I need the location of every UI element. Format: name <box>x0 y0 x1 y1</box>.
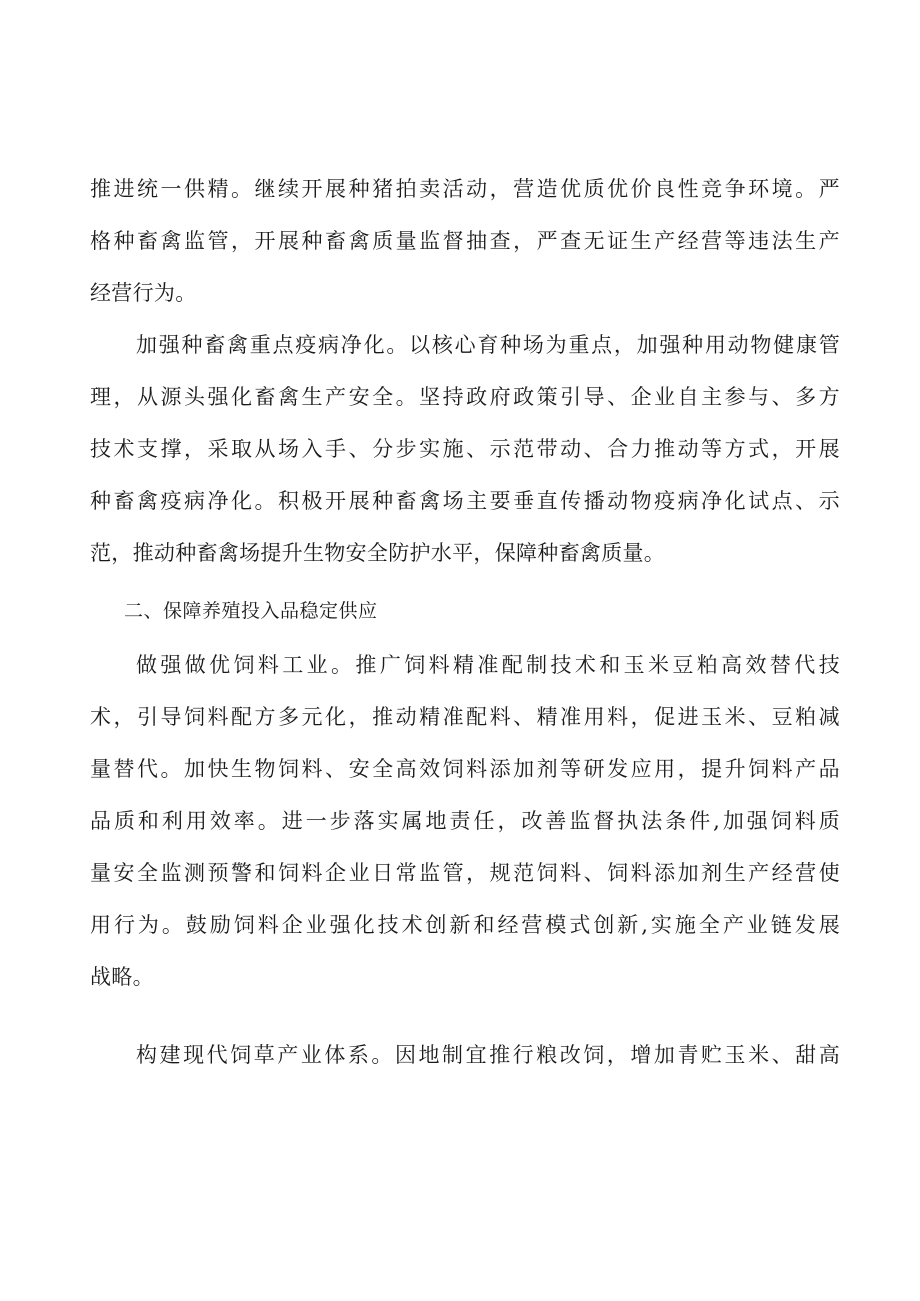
paragraph-1-line-1: 推进统一供精。继续开展种猪拍卖活动，营造优质优价良性竞争环境。严 <box>90 177 840 201</box>
paragraph-3-line-1: 做强做优饲料工业。推广饲料精准配制技术和玉米豆粕高效替代技 <box>136 653 840 677</box>
paragraph-3-line-5: 量安全监测预警和饲料企业日常监管，规范饲料、饲料添加剂生产经营使 <box>90 861 840 885</box>
paragraph-3-line-7: 战略。 <box>90 965 154 989</box>
paragraph-3-line-2: 术，引导饲料配方多元化，推动精准配料、精准用料，促进玉米、豆粕减 <box>90 705 840 729</box>
paragraph-2-line-2: 理，从源头强化畜禽生产安全。坚持政府政策引导、企业自主参与、多方 <box>90 385 840 409</box>
paragraph-4-line-1: 构建现代饲草产业体系。因地制宜推行粮改饲，增加青贮玉米、甜高 <box>136 1043 840 1067</box>
paragraph-1-line-3: 经营行为。 <box>90 281 197 305</box>
paragraph-2-line-1: 加强种畜禽重点疫病净化。以核心育种场为重点，加强种用动物健康管 <box>136 333 840 357</box>
paragraph-2-line-4: 种畜禽疫病净化。积极开展种畜禽场主要垂直传播动物疫病净化试点、示 <box>90 489 840 513</box>
paragraph-3-line-4: 品质和利用效率。进一步落实属地责任，改善监督执法条件,加强饲料质 <box>90 809 840 833</box>
paragraph-2-line-5: 范，推动种畜禽场提升生物安全防护水平，保障种畜禽质量。 <box>90 541 666 565</box>
paragraph-2-line-3: 技术支撑，采取从场入手、分步实施、示范带动、合力推动等方式，开展 <box>90 437 840 461</box>
section-heading: 二、保障养殖投入品稳定供应 <box>124 600 378 622</box>
paragraph-3-line-6: 用行为。鼓励饲料企业强化技术创新和经营模式创新,实施全产业链发展 <box>90 913 840 937</box>
paragraph-3-line-3: 量替代。加快生物饲料、安全高效饲料添加剂等研发应用，提升饲料产品 <box>90 757 840 781</box>
paragraph-1-line-2: 格种畜禽监管，开展种畜禽质量监督抽查，严查无证生产经营等违法生产 <box>90 229 840 253</box>
